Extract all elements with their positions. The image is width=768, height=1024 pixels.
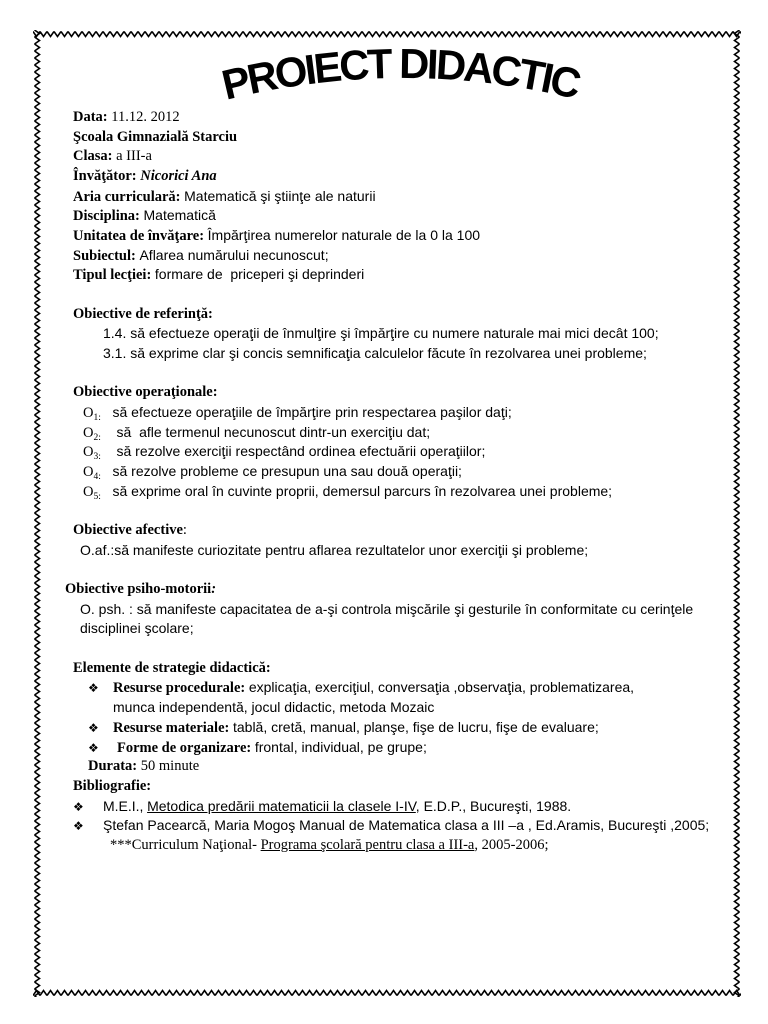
- affective-objectives-heading: Obiective afective: [73, 522, 183, 539]
- school-name: Şcoala Gimnazială Starciu: [73, 128, 238, 145]
- objective-text: să afle termenul necunoscut dintr-un exerciţiu dat;: [116, 423, 431, 440]
- duration-label: Durata:: [88, 758, 138, 775]
- border-bottom: [33, 989, 741, 997]
- lesson-type-value: formare de priceperi şi deprinderi: [154, 266, 365, 283]
- school-row: [0, 128, 768, 148]
- entry-title: Metodica predării matematicii la clasele I-IV: [147, 797, 416, 814]
- psychomotor-objective-text: O. psh. : să manifeste capacitatea de a-şi controla mişcările şi gesturile în conformitate cu cerinţele: [80, 600, 694, 617]
- header-info: [0, 108, 768, 285]
- diamond-bullet-icon: [88, 679, 113, 699]
- list-item: [0, 344, 768, 364]
- duration-value: 50 minute: [140, 758, 200, 775]
- list-item: [0, 324, 768, 344]
- strategy-item-label: Resurse materiale:: [113, 719, 230, 736]
- operational-objectives: [0, 383, 768, 501]
- objective-index: 3:: [93, 452, 101, 463]
- list-item: [0, 423, 768, 443]
- list-item: [0, 678, 768, 698]
- section-heading: [0, 659, 768, 679]
- section-heading: [0, 580, 768, 600]
- curricular-area-label: Aria curriculară:: [73, 188, 181, 205]
- affective-objectives: [0, 521, 768, 560]
- reference-objectives-heading: Obiective de referinţă:: [73, 305, 213, 322]
- objective-index: 4:: [93, 472, 101, 483]
- diamond-bullet-icon: [73, 798, 103, 818]
- title-text: [217, 40, 585, 109]
- list-item: [0, 403, 768, 423]
- objective-text: să efectueze operaţiile de împărţire prin respectarea paşilor daţi;: [112, 404, 512, 421]
- strategy-heading: Elemente de strategie didactică:: [73, 659, 271, 676]
- reference-objective-text: 3.1. să exprime clar şi concis semnificaţia calculelor făcute în rezolvarea unei probleme;: [103, 345, 647, 362]
- psychomotor-objective-text: disciplinei şcolare;: [80, 620, 194, 637]
- class-label: Clasa:: [73, 148, 113, 165]
- curricular-area-value: Matematică şi ştiinţe ale naturii: [184, 187, 376, 204]
- strategy-item-value: munca independentă, jocul didactic, metoda Mozaic: [113, 699, 435, 716]
- section-heading: [0, 777, 768, 797]
- objective-code: O: [83, 464, 94, 481]
- date-row: [0, 108, 768, 128]
- psychomotor-objectives-heading: Obiective psiho-motorii: [65, 581, 212, 598]
- strategy-item-label: Forme de organizare:: [117, 739, 252, 756]
- learning-unit-row: [0, 226, 768, 246]
- teacher-name: Nicorici Ana: [140, 168, 217, 185]
- objective-index: 1:: [93, 413, 101, 424]
- objective-text: să rezolve exerciţii respectând ordinea efectuării operaţiilor;: [116, 443, 486, 460]
- heading-colon: :: [211, 581, 217, 598]
- section-heading: [0, 521, 768, 541]
- learning-unit-label: Unitatea de învăţare:: [73, 228, 205, 245]
- entry-author: ***Curriculum Naţional-: [110, 836, 257, 853]
- class-value: a III-a: [116, 148, 152, 165]
- reference-objectives: [0, 305, 768, 364]
- reference-objective-text: 1.4. să efectueze operaţii de înmulţire şi împărţire cu numere naturale mai mici decât 100;: [103, 325, 659, 342]
- list-item: [0, 541, 768, 561]
- document-body: [0, 108, 768, 856]
- bibliography-heading: Bibliografie:: [73, 777, 152, 794]
- objective-text: să exprime oral în cuvinte proprii, demersul parcurs în rezolvarea unei probleme;: [112, 482, 613, 499]
- lesson-type-row: [0, 265, 768, 285]
- objective-index: 5:: [93, 491, 101, 502]
- list-item-continuation: [0, 698, 768, 718]
- curricular-area-row: [0, 187, 768, 207]
- duration-row: [0, 757, 768, 777]
- list-item: [0, 600, 768, 620]
- entry-title: Programa şcolară pentru clasa a III-a: [260, 836, 475, 853]
- section-heading: [0, 383, 768, 403]
- bibliography-entry: [0, 836, 768, 856]
- entry-years: , 2005-2006;: [474, 836, 549, 853]
- entry-publisher: , E.D.P., Bucureşti, 1988.: [415, 797, 572, 814]
- date-value: 11.12. 2012: [111, 109, 180, 125]
- section-heading: [0, 305, 768, 325]
- teacher-label: Învăţător:: [73, 168, 137, 185]
- bibliography-entry: [0, 816, 768, 836]
- bibliography: [0, 777, 768, 856]
- objective-index: 2:: [93, 432, 101, 443]
- subject-label: Subiectul:: [73, 247, 136, 264]
- list-item: [0, 442, 768, 462]
- discipline-value: Matematică: [143, 207, 216, 224]
- objective-code: O: [83, 483, 94, 500]
- strategy-item-label: Resurse procedurale:: [113, 680, 246, 697]
- list-item: [0, 462, 768, 482]
- objective-code: O: [83, 405, 94, 422]
- document-title: PROIECT DIDACTIC: [217, 39, 583, 109]
- objective-text: să rezolve probleme ce presupun una sau două operaţii;: [112, 463, 462, 480]
- learning-unit-value: Împărţirea numerelor naturale de la 0 la 100: [207, 227, 481, 244]
- affective-objective-text: O.af.:să manifeste curiozitate pentru aflarea rezultatelor unor exerciţii şi probleme;: [80, 541, 589, 558]
- entry-author: M.E.I.,: [103, 797, 144, 814]
- list-item: [0, 738, 768, 758]
- strategy-item-value: tablă, cretă, manual, planşe, fişe de lucru, fişe de evaluare;: [232, 718, 599, 735]
- strategy-item-value: frontal, individual, pe grupe;: [254, 738, 427, 755]
- diamond-bullet-icon: [73, 817, 103, 837]
- date-label: Data:: [73, 109, 108, 125]
- discipline-row: [0, 206, 768, 226]
- list-item-continuation: [0, 619, 768, 639]
- teacher-row: [0, 167, 768, 187]
- didactic-strategy: [0, 659, 768, 777]
- subject-row: [0, 246, 768, 266]
- discipline-label: Disciplina:: [73, 208, 140, 225]
- class-row: [0, 147, 768, 167]
- strategy-item-value: explicaţia, exerciţiul, conversaţia ,observaţia, problematizarea,: [248, 679, 635, 696]
- subject-value: Aflarea numărului necunoscut;: [139, 246, 329, 263]
- heading-colon: :: [182, 522, 187, 539]
- list-item: [0, 482, 768, 502]
- entry-text: Ştefan Pacearcă, Maria Mogoş Manual de Matematica clasa a III –a , Ed.Aramis, Bucureşti ,2005;: [103, 817, 710, 834]
- bibliography-entry: [0, 797, 768, 817]
- objective-code: O: [83, 444, 94, 461]
- lesson-type-label: Tipul lecţiei:: [73, 267, 152, 284]
- list-item: [0, 718, 768, 738]
- operational-objectives-heading: Obiective operaţionale:: [73, 384, 218, 401]
- diamond-bullet-icon: [88, 739, 117, 759]
- psychomotor-objectives: [0, 580, 768, 639]
- diamond-bullet-icon: [88, 719, 113, 739]
- objective-code: O: [83, 424, 94, 441]
